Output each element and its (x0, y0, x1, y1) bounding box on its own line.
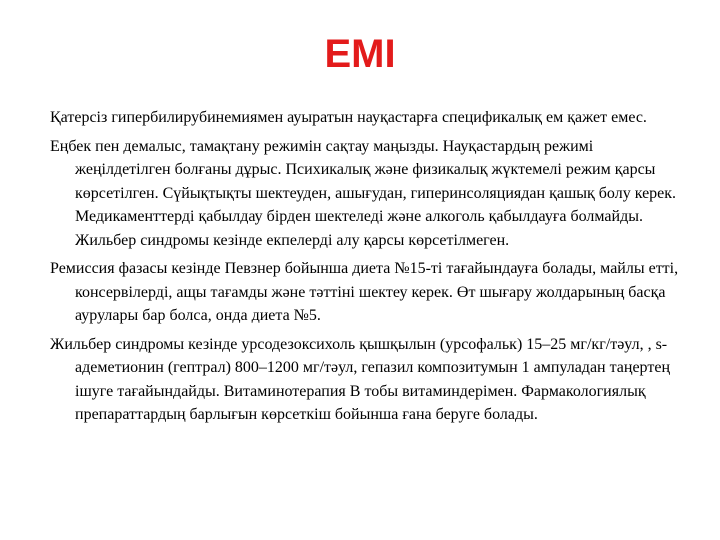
slide-body (50, 106, 686, 432)
paragraph-medication: Жильбер синдромы кезінде урсодезоксихоль қышқылын (урсофальк) 15–25 мг/кг/тәул, , s-адеметионин (гептрал) 800–1200 мг/тәул, гепазил композитумын 1 ампуладан таңертең ішуге тағайындайды. Витаминотерапия В тобы витаминдерімен. Фармакологиялық препараттардың барлығын көрсеткіш бойынша ғана беруге болады. (50, 335, 670, 423)
paragraph-diet: Ремиссия фазасы кезінде Певзнер бойынша диета №15-ті тағайындауға болады, майлы етті, консервілерді, ащы тағамды және тәттіні шектеу керек. Өт шығару жолдарының басқа аурулары бар болса, онда диета №5. (50, 260, 679, 324)
slide-title: ЕМІ (324, 32, 396, 76)
paragraph-regimen: Еңбек пен демалыс, тамақтану режимін сақтау маңызды. Науқастардың режимі жеңілдетілген болғаны дұрыс. Психикалық және физикалық жүктемелі режим қарсы көрсетілген. Сүйықтықты шектеуден, ашығудан, гиперинсоляциядан қашық болу керек. Медикаменттерді қабылдау бірден шектеледі және алкоголь қабылдауға болмайды. Жильбер синдромы кезінде екпелерді алу қарсы көрсетілмеген. (50, 137, 677, 249)
paragraph-no-treatment: Қатерсіз гипербилирубинемиямен ауыратын науқастарға спецификалық ем қажет емес. (50, 109, 647, 126)
